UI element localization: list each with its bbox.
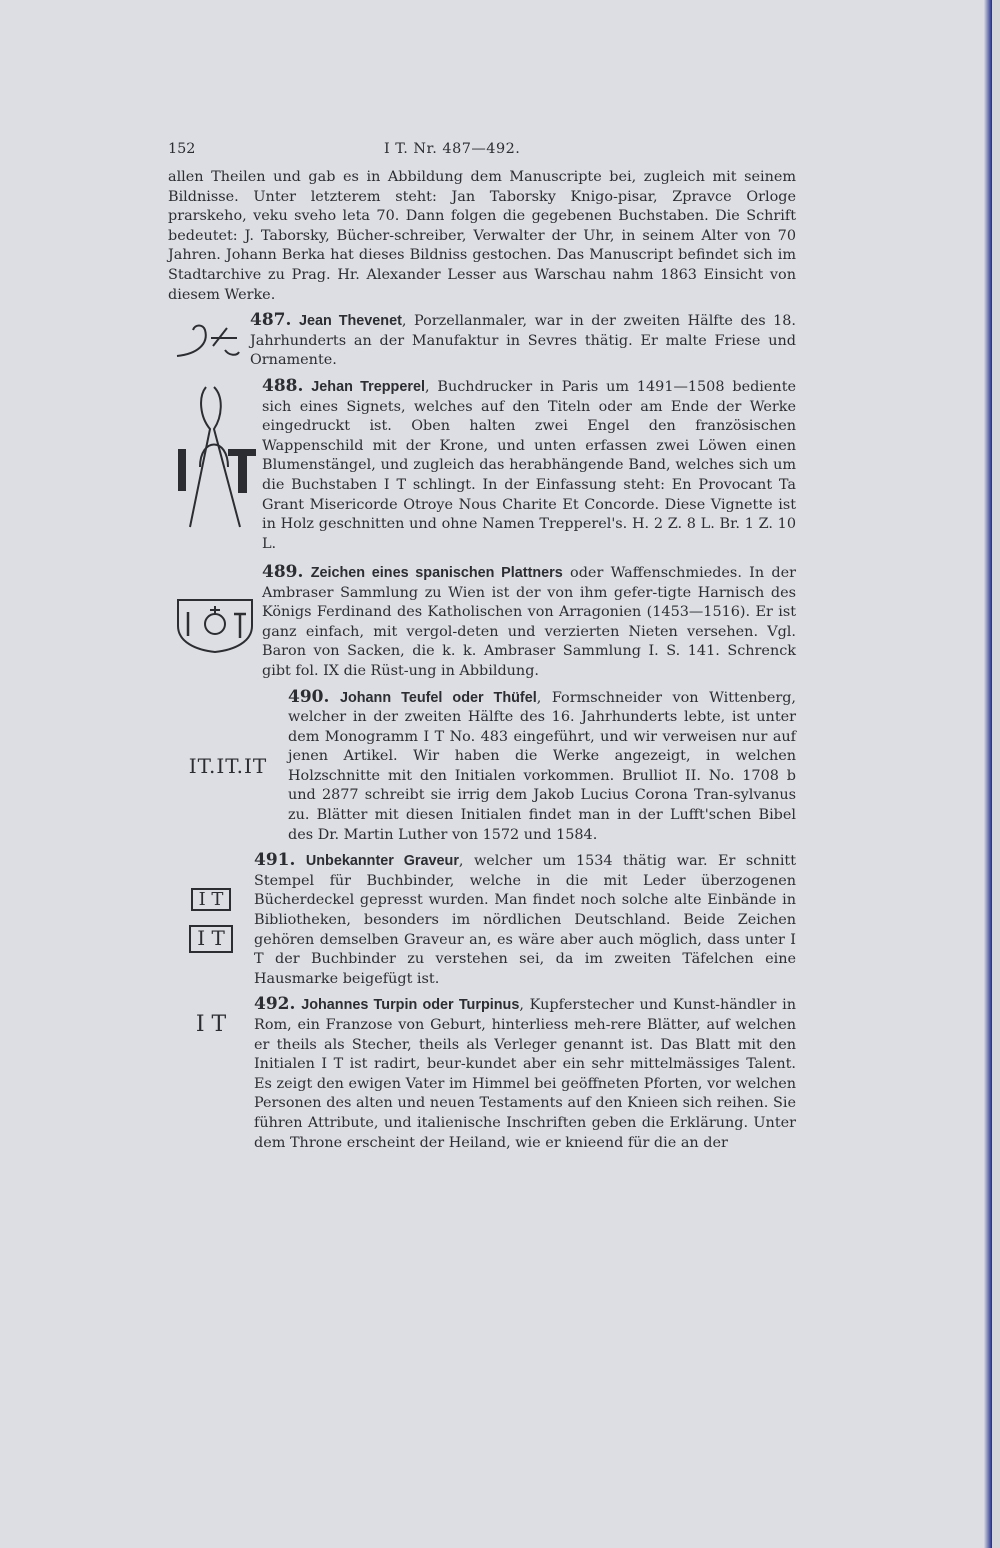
entry-number: 490. bbox=[288, 686, 330, 707]
entry-492 bbox=[168, 995, 796, 1153]
entry-491 bbox=[168, 851, 796, 989]
entry-text: , Porzellanmaler, war in der zweiten Hälfte des 18. Jahrhunderts an der Manufaktur in Sevres thätig. Er malte Friese und Ornamente. bbox=[250, 313, 797, 369]
entry-name: Zeichen eines spanischen Plattners bbox=[310, 564, 563, 581]
entry-text: oder Waffenschmiedes. In der Ambraser Sammlung zu Wien ist der von ihm gefer-tigte Harnisch des Königs Ferdinand des Katholischen von Arragonien (1453—1516). Er ist ganz einfach, mit vergol-deten und verzierten Nieten versehen. Vgl. Baron von Sacken, die k. k. Ambraser Sammlung I. S. 141. Schrenck gibt fol. IX die Rüst-ung in Abbildung. bbox=[262, 564, 797, 679]
entry-number: 487. bbox=[250, 310, 292, 331]
entry-487 bbox=[168, 311, 796, 371]
page-edge bbox=[984, 0, 992, 1548]
monogram-491-b: I T bbox=[189, 925, 233, 953]
entry-name: Johannes Turpin oder Turpinus bbox=[301, 997, 520, 1014]
monogram-491-a: I T bbox=[191, 888, 232, 912]
text-block bbox=[168, 140, 796, 1153]
entry-name: Johann Teufel oder Thüfel bbox=[339, 689, 537, 706]
entry-number: 492. bbox=[254, 994, 296, 1015]
intro-paragraph: allen Theilen und gab es in Abbildung dem Manuscripte bei, zugleich mit seinem Bildnisse. Unter letzterem steht: Jan Taborsky Knigo-pisar, Zpravce Orloge prarskeho, veku sveho leta 70. Dann folgen die gegebenen Buchstaben. Die Schrift bedeutet: J. Taborsky, Bücher-schreiber, Verwalter der Uhr, in seinem Alter von 70 Jahren. Johann Berka hat dieses Bildniss gestochen. Das Manuscript befindet sich im Stadtarchive zu Prag. Hr. Alexander Lesser aus Warschau nahm 1863 Einsicht von diesem Werke. bbox=[168, 169, 796, 303]
entry-number: 491. bbox=[254, 850, 296, 871]
entry-name: Unbekannter Graveur bbox=[305, 853, 459, 870]
monogram-492: I T bbox=[195, 1012, 227, 1038]
entry-text: , Buchdrucker in Paris um 1491—1508 bediente sich eines Signets, welches auf den Titeln oder am Ende der Werke eingedruckt ist. Oben halten zwei Engel den französischen Wappenschild mit der Krone, und unten erfassen zwei Löwen einen Blumenstängel, und zugleich das herabhängende Band, welches sich um die Buchstaben I T schlingt. In der Einfassung steht: En Provocant Ta Grant Misericorde Otroye Nous Charite Et Concorde. Diese Vignette ist in Holz geschnitten und ohne Namen Trepperel's. H. 2 Z. 8 L. Br. 1 Z. 10 L. bbox=[262, 378, 796, 552]
entry-number: 488. bbox=[262, 375, 304, 396]
running-head: I T. Nr. 487—492. bbox=[384, 141, 521, 157]
monogram-487 bbox=[164, 311, 250, 371]
monogram-491 bbox=[168, 851, 254, 989]
entry-text: , Kupferstecher und Kunst-händler in Rom, ein Franzose von Geburt, hinterliess meh-rere Blätter, auf welchen er theils als Stecher, theils als Verleger genannt ist. Das Blatt mit den Initialen I T ist radirt, beur-kundet aber ein sehr mittelmässiges Talent. Es zeigt den ewigen Vater im Himmel bei geöffneten Pforten, vor welchen Personen des alten und neuen Testaments auf den Knieen sich reihen. Sie führen Attribute, und italienische Inschriften geben die Erklärung. Unter dem Throne erscheint der Heiland, wie er knieend für die an der bbox=[254, 997, 796, 1151]
entry-text: , Formschneider von Wittenberg, welcher in der zweiten Hälfte des 16. Jahrhunderts lebte, ist unter dem Monogramm I T No. 483 eingeführt, und wir verweisen nur auf jenen Artikel. Wir haben die Werke angezeigt, in welchen Holzschnitte mit den Initialen vorkommen. Brulliot II. No. 1708 b und 2877 schreibt sie irrig dem Jakob Lucius Corona Tran-sylvanus zu. Blätter mit diesen Initialen findet man in der Lufft'schen Bibel des Dr. Martin Luther von 1572 und 1584. bbox=[288, 689, 797, 843]
page-number: 152 bbox=[168, 141, 196, 157]
entry-489 bbox=[168, 563, 796, 682]
monogram-489 bbox=[168, 563, 262, 682]
entry-name: Jean Thevenet bbox=[298, 313, 402, 330]
monogram-488 bbox=[168, 377, 262, 557]
running-header bbox=[168, 140, 796, 168]
monogram-490: IT.IT.IT bbox=[188, 753, 268, 778]
entry-text: , welcher um 1534 thätig war. Er schnitt Stempel für Buchbinder, welche in die mit Leder überzogenen Bücherdeckel gepresst wurden. Man findet noch solche alte Einbände in Bibliotheken, besonders im nördlichen Deutschland. Beide Zeichen gehören demselben Graveur an, es wäre aber auch möglich, dass unter I T der Buchbinder zu verstehen sei, da im zweiten Täfelchen eine Hausmarke beigefügt ist. bbox=[254, 853, 796, 987]
entry-488 bbox=[168, 377, 796, 557]
entry-number: 489. bbox=[262, 561, 304, 582]
entry-name: Jehan Trepperel bbox=[311, 378, 425, 395]
entry-490 bbox=[168, 688, 796, 846]
